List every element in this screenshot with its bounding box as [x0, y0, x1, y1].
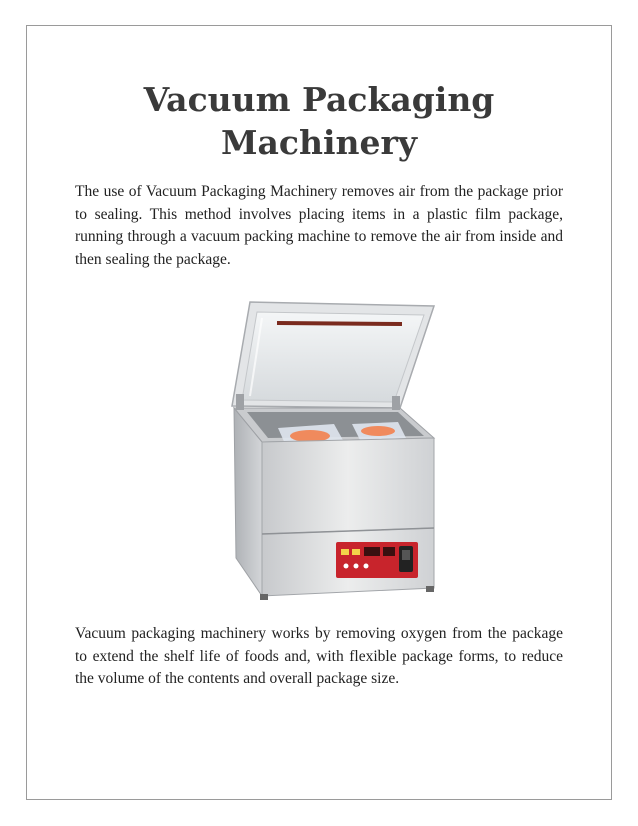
intro-paragraph: The use of Vacuum Packaging Machinery removes air from the package prior to sealing. This method involves placing items in a plastic film package, running through a vacuum packing machine to remove the air from inside and then sealing the package.	[75, 183, 563, 268]
details-paragraph: Vacuum packaging machinery works by removing oxygen from the package to extend the shelf life of foods and, with flexible package forms, to reduce the volume of the contents and overall package size.	[75, 625, 563, 687]
title-line-2: Machinery	[220, 123, 418, 162]
page-title	[27, 78, 611, 164]
title-line-1: Vacuum Packaging	[143, 80, 495, 119]
vacuum-packaging-machine-image	[202, 296, 452, 611]
document-page	[26, 25, 612, 800]
machine-figure	[202, 296, 452, 611]
